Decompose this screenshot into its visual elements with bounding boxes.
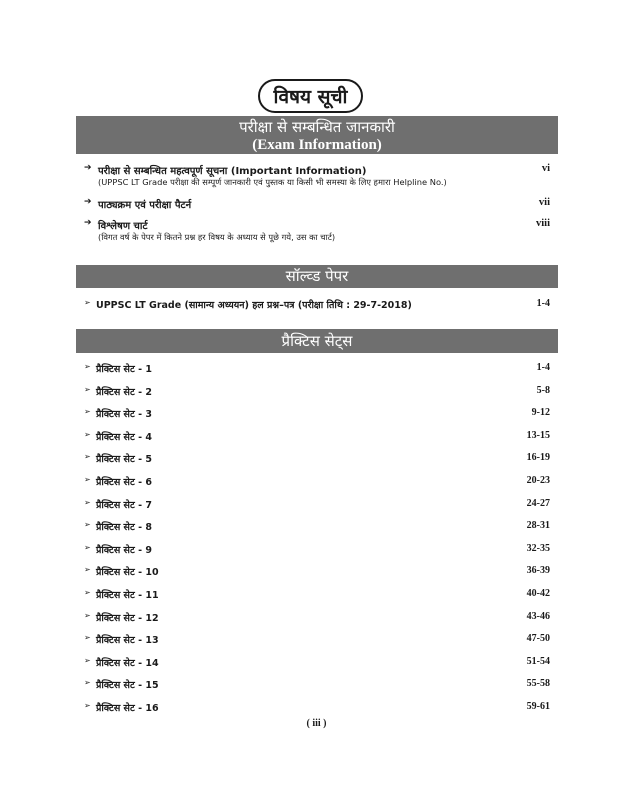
practice-set-row[interactable] [84, 678, 550, 701]
page-number: ( iii ) [306, 718, 327, 729]
arrow-icon: ➢ [84, 678, 91, 688]
arrow-icon: ➢ [84, 520, 91, 530]
arrow-icon: ➢ [84, 474, 91, 484]
arrow-icon: ➔ [84, 163, 92, 173]
practice-sets-list [84, 362, 550, 724]
arrow-icon: ➢ [84, 497, 91, 507]
solved-paper-heading: सॉल्व्ड पेपर [76, 265, 558, 288]
arrow-icon: ➔ [84, 197, 92, 207]
practice-set-label: प्रैक्टिस सेट - 12 [96, 612, 159, 624]
practice-set-page: 59-61 [526, 700, 550, 712]
arrow-icon: ➢ [84, 429, 91, 439]
practice-set-page: 16-19 [526, 452, 550, 464]
toc-entry-page: 1-4 [536, 298, 550, 309]
practice-set-row[interactable] [84, 611, 550, 634]
toc-entry-label: पाठ्यक्रम एवं परीक्षा पैटर्न [98, 200, 192, 211]
practice-set-label: प्रैक्टिस सेट - 3 [96, 409, 152, 421]
practice-set-row[interactable] [84, 656, 550, 679]
practice-set-page: 47-50 [526, 633, 550, 645]
arrow-icon: ➢ [84, 384, 91, 394]
toc-entry-page: viii [535, 218, 550, 229]
practice-set-label: प्रैक्टिस सेट - 6 [96, 476, 152, 488]
toc-entry-description: (UPPSC LT Grade परीक्षा की सम्पूर्ण जानकारी एवं पुस्तक या किसी भी समस्या के लिए हमारा Helpline No.) [98, 177, 447, 187]
practice-set-row[interactable] [84, 565, 550, 588]
practice-set-row[interactable] [84, 407, 550, 430]
practice-set-label: प्रैक्टिस सेट - 16 [96, 702, 159, 714]
practice-set-label: प्रैक्टिस सेट - 1 [96, 364, 152, 375]
practice-set-page: 1-4 [536, 362, 550, 373]
practice-set-page: 32-35 [526, 542, 550, 554]
practice-set-row[interactable] [84, 475, 550, 498]
page-title: विषय सूची [258, 79, 363, 113]
arrow-icon: ➢ [84, 362, 91, 371]
toc-entry-label: विश्लेषण चार्ट [98, 221, 148, 232]
arrow-icon: ➢ [84, 542, 91, 552]
practice-set-page: 24-27 [526, 497, 550, 509]
exam-info-heading-band [76, 116, 558, 154]
arrow-icon: ➢ [84, 587, 91, 597]
practice-set-page: 13-15 [526, 429, 550, 441]
practice-set-label: प्रैक्टिस सेट - 4 [96, 431, 152, 443]
arrow-icon: ➢ [84, 565, 91, 575]
practice-set-row[interactable] [84, 385, 550, 408]
practice-set-label: प्रैक्टिस सेट - 15 [96, 680, 159, 692]
exam-info-heading-english: (Exam Information) [252, 137, 382, 153]
practice-set-row[interactable] [84, 543, 550, 566]
arrow-icon: ➔ [84, 218, 92, 228]
practice-set-page: 5-8 [536, 384, 550, 396]
arrow-icon: ➢ [84, 655, 91, 665]
arrow-icon: ➢ [84, 633, 91, 643]
practice-set-label: प्रैक्टिस सेट - 5 [96, 454, 152, 466]
exam-info-heading-hindi: परीक्षा से सम्बन्धित जानकारी [239, 118, 395, 136]
toc-entry-description: (विगत वर्ष के पेपर में कितने प्रश्न हर विषय के अध्याय से पूछे गये, उस का चार्ट) [98, 232, 336, 242]
practice-set-label: प्रैक्टिस सेट - 13 [96, 635, 159, 647]
toc-entry-page: vii [538, 197, 550, 208]
arrow-icon: ➢ [84, 610, 91, 620]
practice-set-page: 9-12 [531, 407, 550, 419]
practice-set-label: प्रैक्टिस सेट - 8 [96, 522, 152, 534]
arrow-icon: ➢ [84, 700, 91, 710]
practice-set-label: प्रैक्टिस सेट - 7 [96, 499, 152, 511]
practice-set-page: 28-31 [526, 520, 550, 532]
practice-set-row[interactable] [84, 633, 550, 656]
practice-set-label: प्रैक्टिस सेट - 14 [96, 657, 159, 669]
practice-set-page: 40-42 [526, 587, 550, 599]
arrow-icon: ➢ [84, 407, 91, 417]
practice-set-row[interactable] [84, 520, 550, 543]
arrow-icon: ➢ [84, 298, 91, 307]
practice-set-row[interactable] [84, 452, 550, 475]
arrow-icon: ➢ [84, 452, 91, 462]
toc-entry-page: vi [541, 163, 550, 174]
practice-set-label: प्रैक्टिस सेट - 10 [96, 567, 159, 579]
practice-set-page: 51-54 [526, 655, 550, 667]
practice-set-page: 55-58 [526, 678, 550, 690]
practice-set-label: प्रैक्टिस सेट - 11 [96, 589, 159, 601]
practice-set-page: 43-46 [526, 610, 550, 622]
practice-set-page: 20-23 [526, 474, 550, 486]
toc-entry-label: UPPSC LT Grade (सामान्य अध्ययन) हल प्रश्न–पत्र (परीक्षा तिथि : 29-7-2018) [96, 300, 412, 311]
practice-set-row[interactable] [84, 362, 550, 385]
practice-set-row[interactable] [84, 430, 550, 453]
practice-set-page: 36-39 [526, 565, 550, 577]
practice-sets-heading: प्रैक्टिस सेट्स [76, 329, 558, 353]
practice-set-row[interactable] [84, 498, 550, 521]
toc-entry-label: परीक्षा से सम्बन्धित महत्वपूर्ण सूचना (Important Information) [98, 166, 367, 177]
practice-set-label: प्रैक्टिस सेट - 9 [96, 544, 152, 556]
practice-set-row[interactable] [84, 588, 550, 611]
practice-set-label: प्रैक्टिस सेट - 2 [96, 386, 152, 398]
